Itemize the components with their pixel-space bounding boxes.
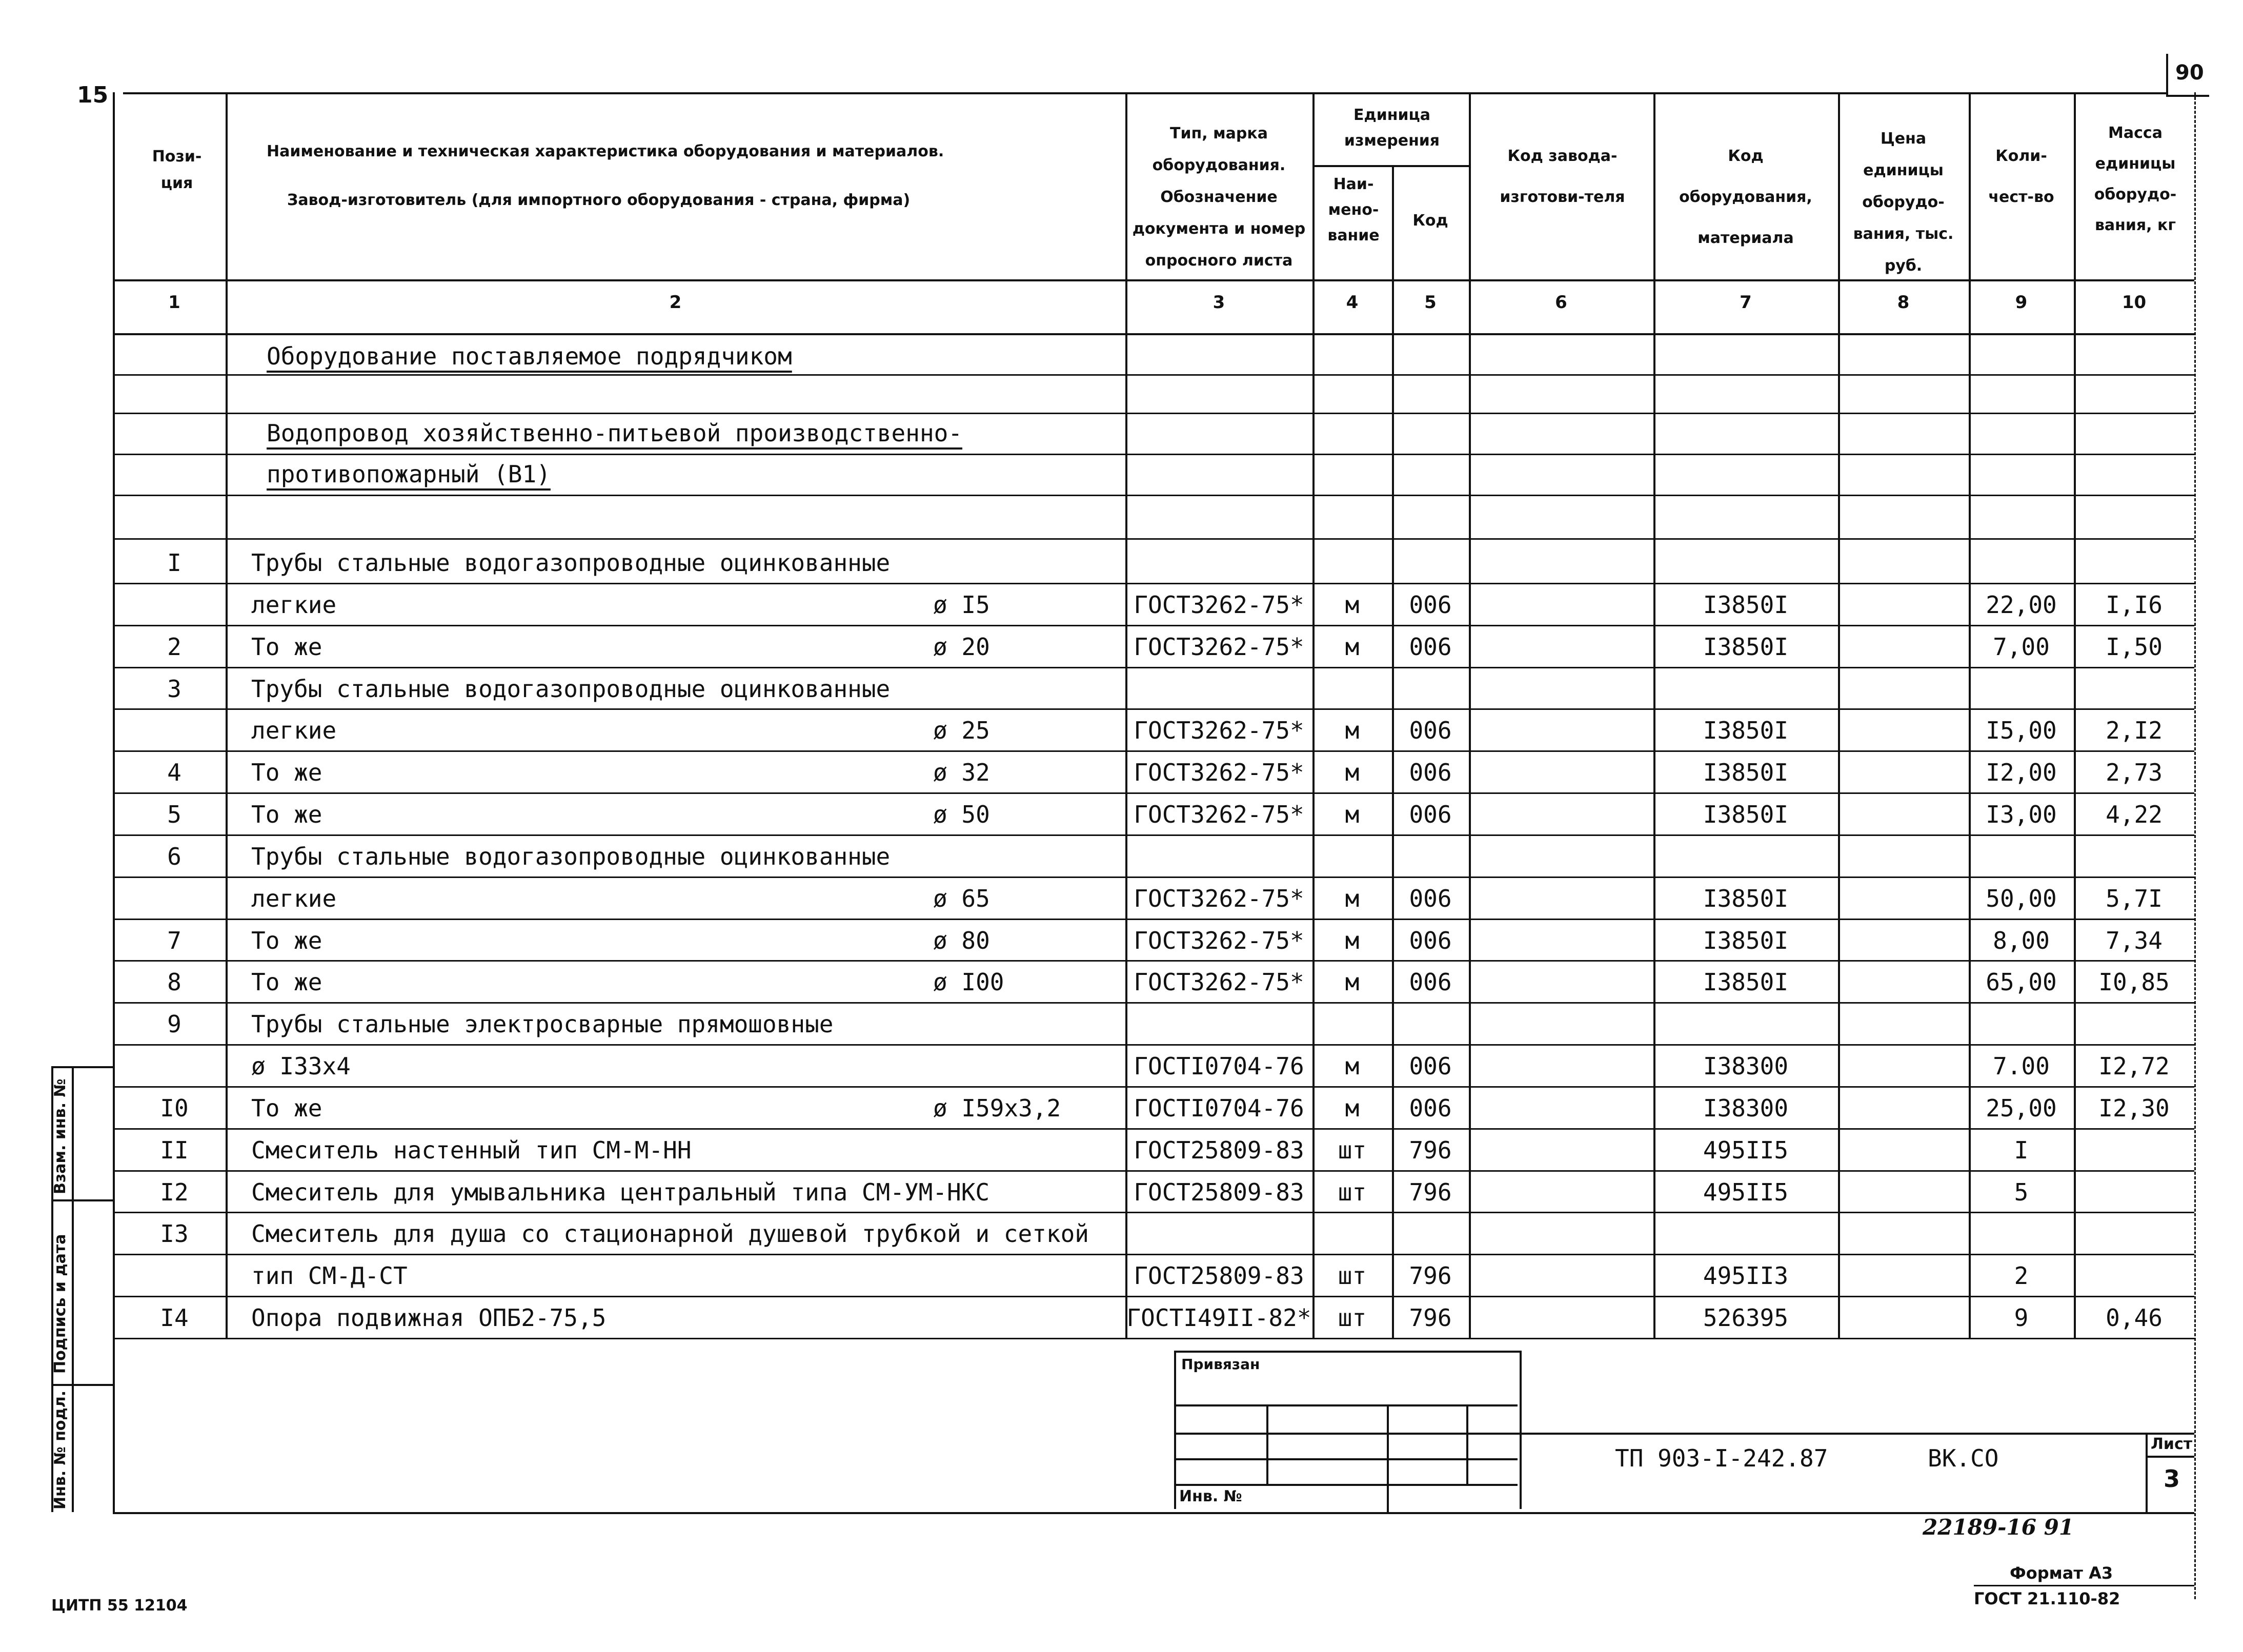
grid-line-row-0	[113, 583, 2194, 584]
header-col8: Цена единицы оборудо-вания, тыс. руб.	[1853, 130, 1954, 275]
frame-bottom	[113, 1512, 2194, 1514]
cell-doc: ГОСТI0704-76	[1134, 1094, 1304, 1122]
cell-code: 796	[1409, 1136, 1452, 1164]
stamp-vline-3	[1466, 1404, 1468, 1484]
cell-mass: 4,22	[2106, 801, 2163, 829]
col-line-5	[1469, 92, 1471, 1338]
cell-name: То же	[251, 1094, 322, 1122]
unit-split-line	[1312, 165, 1469, 167]
col-number-4: 4	[1346, 292, 1359, 313]
cell-pos: I	[167, 549, 181, 577]
cell-doc: ГОСТ3262-75*	[1134, 590, 1304, 619]
cell-qty: I	[2014, 1136, 2029, 1164]
cell-doc: ГОСТ3262-75*	[1134, 968, 1304, 996]
cell-qty: 7.00	[1993, 1052, 2050, 1080]
cell-size: ø 80	[933, 926, 990, 954]
grid-line-row-5	[113, 792, 2194, 794]
side-strip-div1	[51, 1199, 113, 1201]
cell-qty: I3,00	[1986, 801, 2057, 829]
cell-code: 006	[1409, 759, 1452, 787]
cell-code: 006	[1409, 884, 1452, 912]
cell-pos: 5	[167, 801, 181, 829]
cell-name: ø I33x4	[251, 1052, 351, 1080]
cell-name: То же	[251, 633, 322, 661]
cell-mat: I3850I	[1703, 968, 1789, 996]
cell-mass: I,50	[2106, 633, 2163, 661]
cell-pos: 7	[167, 926, 181, 954]
cell-name: Смеситель для душа со стационарной душевой трубкой и сеткой	[251, 1220, 1089, 1248]
cell-doc: ГОСТ3262-75*	[1134, 801, 1304, 829]
header-col10: Масса единицы оборудо-вания, кг	[2094, 124, 2177, 234]
grid-line-row-7	[113, 876, 2194, 878]
footer-citp: ЦИТП 55 12104	[51, 1597, 188, 1615]
col-number-5: 5	[1424, 292, 1437, 313]
col-line-7	[1838, 92, 1840, 1338]
cell-name: То же	[251, 759, 322, 787]
stamp-vline-2	[1387, 1404, 1389, 1512]
cell-code: 006	[1409, 590, 1452, 619]
cell-qty: 9	[2014, 1304, 2029, 1332]
numbers-bottom-line	[113, 333, 2194, 335]
cell-qty: I2,00	[1986, 759, 2057, 787]
cell-mat: 495II5	[1703, 1178, 1789, 1206]
cell-pos: 8	[167, 968, 181, 996]
cell-size: ø I00	[933, 968, 1004, 996]
cell-doc: ГОСТI49II-82*	[1126, 1304, 1311, 1332]
cell-code: 006	[1409, 717, 1452, 745]
grid-line-row-16	[113, 1254, 2194, 1255]
cell-qty: I5,00	[1986, 717, 2057, 745]
cell-mat: I3850I	[1703, 590, 1789, 619]
col-number-2: 2	[669, 292, 682, 313]
section-title-water-line2: противопожарный (В1)	[267, 460, 551, 488]
cell-mass: 2,73	[2106, 759, 2163, 787]
grid-line-row-12	[113, 1086, 2194, 1088]
header-col9: Коли-чест-во	[1988, 147, 2054, 206]
cell-mat: I3850I	[1703, 759, 1789, 787]
cell-doc: ГОСТI0704-76	[1134, 1052, 1304, 1080]
header-col7: Код оборудования, материала	[1679, 147, 1812, 247]
section-title-supplier: Оборудование поставляемое подрядчиком	[267, 342, 792, 370]
cell-code: 796	[1409, 1178, 1452, 1206]
cell-qty: 65,00	[1986, 968, 2057, 996]
section-title-water-line1: Водопровод хозяйственно-питьевой производственно-	[267, 419, 963, 447]
cell-name: легкие	[251, 717, 337, 745]
cell-qty: 7,00	[1993, 633, 2050, 661]
cell-doc: ГОСТ3262-75*	[1134, 633, 1304, 661]
cell-name: Трубы стальные водогазопроводные оцинкованные	[251, 549, 891, 577]
grid-line-row-18	[113, 1338, 2194, 1339]
cell-unit: м	[1345, 801, 1360, 829]
cell-unit: шт	[1338, 1262, 1367, 1290]
col-number-10: 10	[2121, 292, 2147, 313]
titleblock-mark: ВК.СО	[1928, 1444, 1999, 1472]
cell-unit: м	[1345, 884, 1360, 912]
titleblock-sheet-number: 3	[2164, 1465, 2180, 1493]
side-strip-div2	[51, 1384, 113, 1386]
page-number-left: 15	[77, 82, 109, 108]
cell-unit: шт	[1338, 1178, 1367, 1206]
side-strip-top	[51, 1066, 113, 1068]
cell-mat: I3850I	[1703, 801, 1789, 829]
col-line-9	[2074, 92, 2076, 1338]
col-number-7: 7	[1740, 292, 1752, 313]
cell-doc: ГОСТ25809-83	[1134, 1136, 1304, 1164]
cell-code: 006	[1409, 1052, 1452, 1080]
cell-name: То же	[251, 968, 322, 996]
cell-mass: I2,30	[2098, 1094, 2170, 1122]
grid-line-row-3	[113, 708, 2194, 710]
cell-size: ø 65	[933, 884, 990, 912]
grid-line-row-11	[113, 1044, 2194, 1046]
grid-line-row-2	[113, 667, 2194, 668]
cell-pos: 6	[167, 842, 181, 870]
grid-line-row-14	[113, 1170, 2194, 1172]
side-label-podpis: Подпись и дата	[51, 1234, 69, 1374]
cell-unit: м	[1345, 1094, 1360, 1122]
cell-name: тип СМ-Д-СТ	[251, 1262, 408, 1290]
side-label-inv-podl: Инв. № подл.	[51, 1390, 69, 1510]
cell-size: ø I5	[933, 590, 990, 619]
grid-line-row-6	[113, 834, 2194, 836]
cell-mass: 0,46	[2106, 1304, 2163, 1332]
cell-mass: 7,34	[2106, 926, 2163, 954]
titleblock-sheet-left	[2146, 1433, 2148, 1512]
cell-name: Смеситель для умывальника центральный типа СМ-УМ-НКС	[251, 1178, 990, 1206]
header-col3: Тип, марка оборудования. Обозначение документа и номер опросного листа	[1132, 125, 1306, 270]
header-col4: Наи-мено-вание	[1327, 175, 1380, 244]
header-col45: Единица измерения	[1344, 106, 1440, 150]
cell-pos: I3	[160, 1220, 189, 1248]
cell-mass: I2,72	[2098, 1052, 2170, 1080]
cell-unit: м	[1345, 633, 1360, 661]
cell-name: Трубы стальные водогазопроводные оцинкованные	[251, 842, 891, 870]
cell-code: 006	[1409, 926, 1452, 954]
stamp-inv-label: Инв. №	[1179, 1487, 1242, 1505]
cell-pos: 3	[167, 675, 181, 703]
cell-pos: 9	[167, 1010, 181, 1038]
cell-doc: ГОСТ3262-75*	[1134, 926, 1304, 954]
cell-code: 796	[1409, 1304, 1452, 1332]
cell-qty: 22,00	[1986, 590, 2057, 619]
cell-mat: I38300	[1703, 1094, 1789, 1122]
col-number-6: 6	[1555, 292, 1567, 313]
frame-left	[113, 92, 115, 1512]
header-col1: Пози-ция	[152, 148, 202, 192]
cell-code: 006	[1409, 633, 1452, 661]
cell-doc: ГОСТ3262-75*	[1134, 759, 1304, 787]
cell-size: ø 25	[933, 717, 990, 745]
cell-name: Смеситель настенный тип СМ-М-НН	[251, 1136, 692, 1164]
cell-mass: 5,7I	[2106, 884, 2163, 912]
cell-pos: I4	[160, 1304, 189, 1332]
cell-mass: 2,I2	[2106, 717, 2163, 745]
cell-code: 006	[1409, 968, 1452, 996]
page-number-right-box	[2166, 54, 2209, 97]
cell-mat: 495II3	[1703, 1262, 1789, 1290]
cell-size: ø 32	[933, 759, 990, 787]
cell-pos: I2	[160, 1178, 189, 1206]
cell-unit: м	[1345, 590, 1360, 619]
grid-line-row-1	[113, 625, 2194, 626]
cell-pos: 2	[167, 633, 181, 661]
cell-unit: м	[1345, 759, 1360, 787]
cell-mat: 495II5	[1703, 1136, 1789, 1164]
col-number-9: 9	[2015, 292, 2028, 313]
page-number-right: 90	[2175, 61, 2204, 85]
cell-pos: 4	[167, 759, 181, 787]
cell-code: 006	[1409, 1094, 1452, 1122]
grid-line-row-10	[113, 1002, 2194, 1004]
cell-name: Трубы стальные водогазопроводные оцинкованные	[251, 675, 891, 703]
grid-line-section-0	[113, 374, 2194, 376]
stamp-line-4	[1174, 1484, 1518, 1486]
cell-doc: ГОСТ25809-83	[1134, 1178, 1304, 1206]
cell-mat: I3850I	[1703, 884, 1789, 912]
cell-name: То же	[251, 801, 322, 829]
col-number-1: 1	[168, 292, 180, 313]
cell-mass: I0,85	[2098, 968, 2170, 996]
cell-unit: м	[1345, 1052, 1360, 1080]
cell-qty: 2	[2014, 1262, 2029, 1290]
cell-unit: м	[1345, 717, 1360, 745]
cell-name: легкие	[251, 590, 337, 619]
grid-line-row-15	[113, 1212, 2194, 1213]
grid-line-section-1	[113, 413, 2194, 414]
grid-line-row-17	[113, 1296, 2194, 1297]
stamp-privyazan-label: Привязан	[1181, 1356, 1260, 1373]
cell-name: То же	[251, 926, 322, 954]
col-number-3: 3	[1213, 292, 1225, 313]
col-line-1	[226, 92, 228, 1338]
cell-name: Трубы стальные электросварные прямошовные	[251, 1010, 834, 1038]
frame-right	[2194, 92, 2196, 1599]
grid-line-row-13	[113, 1128, 2194, 1130]
side-label-vzam: Взам. инв. №	[51, 1078, 69, 1194]
cell-qty: 50,00	[1986, 884, 2057, 912]
cell-doc: ГОСТ25809-83	[1134, 1262, 1304, 1290]
cell-unit: шт	[1338, 1304, 1367, 1332]
cell-mat: I3850I	[1703, 926, 1789, 954]
cell-name: Опора подвижная ОПБ2-75,5	[251, 1304, 607, 1332]
grid-line-row-8	[113, 919, 2194, 920]
cell-pos: II	[160, 1136, 189, 1164]
side-strip-mid	[72, 1066, 74, 1512]
footer-gost: ГОСТ 21.110-82	[1974, 1589, 2120, 1608]
cell-qty: 8,00	[1993, 926, 2050, 954]
cell-doc: ГОСТ3262-75*	[1134, 717, 1304, 745]
grid-line-section-3	[113, 495, 2194, 496]
cell-qty: 25,00	[1986, 1094, 2057, 1122]
titleblock-sheet-label: Лист	[2151, 1435, 2193, 1453]
cell-code: 796	[1409, 1262, 1452, 1290]
grid-line-row-4	[113, 750, 2194, 752]
titleblock-top	[1518, 1433, 2194, 1435]
frame-top	[123, 92, 2166, 94]
header-col2-line2: Завод-изготовитель (для импортного оборудования - страна, фирма)	[287, 191, 911, 209]
titleblock-sheet-split	[2146, 1456, 2194, 1458]
grid-line-section-2	[113, 454, 2194, 455]
handwritten-number: 22189-16 91	[1923, 1515, 2074, 1540]
grid-line-row-9	[113, 960, 2194, 962]
footer-format: Формат А3	[2010, 1563, 2113, 1583]
col-number-8: 8	[1897, 292, 1910, 313]
cell-unit: шт	[1338, 1136, 1367, 1164]
titleblock-doc-code: ТП 903-I-242.87	[1615, 1444, 1828, 1472]
header-col6: Код завода-изготови-теля	[1500, 147, 1625, 206]
cell-mat: I3850I	[1703, 717, 1789, 745]
cell-pos: I0	[160, 1094, 189, 1122]
footer-line	[1974, 1585, 2194, 1586]
grid-line-section-4	[113, 538, 2194, 540]
stamp-vline-1	[1266, 1404, 1268, 1484]
cell-size: ø 50	[933, 801, 990, 829]
cell-code: 006	[1409, 801, 1452, 829]
cell-name: легкие	[251, 884, 337, 912]
cell-mat: I38300	[1703, 1052, 1789, 1080]
cell-size: ø 20	[933, 633, 990, 661]
header-col5: Код	[1412, 212, 1448, 230]
cell-doc: ГОСТ3262-75*	[1134, 884, 1304, 912]
cell-unit: м	[1345, 926, 1360, 954]
cell-mat: I3850I	[1703, 633, 1789, 661]
cell-qty: 5	[2014, 1178, 2029, 1206]
header-col2-line1: Наименование и техническая характеристика оборудования и материалов.	[267, 142, 944, 160]
cell-mat: 526395	[1703, 1304, 1789, 1332]
cell-mass: I,I6	[2106, 590, 2163, 619]
cell-size: ø I59x3,2	[933, 1094, 1061, 1122]
cell-unit: м	[1345, 968, 1360, 996]
